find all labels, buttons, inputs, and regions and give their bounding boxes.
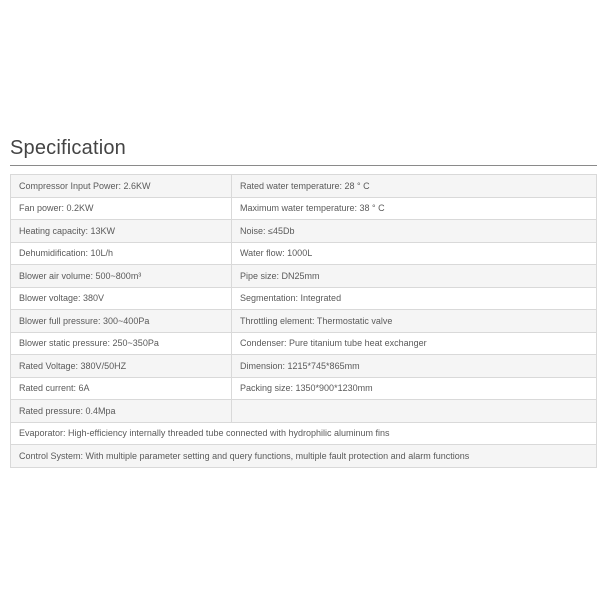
spec-cell: Noise: ≤45Db [232,220,597,243]
spec-cell: Water flow: 1000L [232,242,597,265]
spec-cell: Rated water temperature: 28 ° C [232,175,597,198]
spec-cell: Dimension: 1215*745*865mm [232,355,597,378]
spec-cell: Blower air volume: 500~800m³ [11,265,232,288]
spec-cell: Segmentation: Integrated [232,287,597,310]
specification-table [10,174,597,468]
spec-cell: Blower full pressure: 300~400Pa [11,310,232,333]
spec-cell-empty [232,400,597,423]
spec-cell: Blower static pressure: 250~350Pa [11,332,232,355]
spec-cell-full: Control System: With multiple parameter setting and query functions, multiple fault protection and alarm functions [11,445,597,468]
spec-cell: Condenser: Pure titanium tube heat exchanger [232,332,597,355]
page-title: Specification [10,137,126,159]
table-row [11,175,597,198]
spec-cell: Compressor Input Power: 2.6KW [11,175,232,198]
table-row-full [11,422,597,445]
spec-cell: Throttling element: Thermostatic valve [232,310,597,333]
spec-cell: Pipe size: DN25mm [232,265,597,288]
table-row [11,332,597,355]
table-row [11,197,597,220]
spec-cell: Blower voltage: 380V [11,287,232,310]
spec-cell: Rated pressure: 0.4Mpa [11,400,232,423]
table-row [11,287,597,310]
table-row-full [11,445,597,468]
spec-cell: Heating capacity: 13KW [11,220,232,243]
table-row [11,265,597,288]
spec-cell: Fan power: 0.2KW [11,197,232,220]
spec-cell: Packing size: 1350*900*1230mm [232,377,597,400]
table-row [11,220,597,243]
spec-cell: Rated Voltage: 380V/50HZ [11,355,232,378]
title-divider [10,165,597,166]
spec-cell: Maximum water temperature: 38 ° C [232,197,597,220]
spec-cell-full: Evaporator: High-efficiency internally threaded tube connected with hydrophilic aluminum fins [11,422,597,445]
table-row [11,242,597,265]
spec-cell: Dehumidification: 10L/h [11,242,232,265]
table-row [11,355,597,378]
table-row [11,310,597,333]
table-row [11,400,597,423]
spec-cell: Rated current: 6A [11,377,232,400]
table-row [11,377,597,400]
